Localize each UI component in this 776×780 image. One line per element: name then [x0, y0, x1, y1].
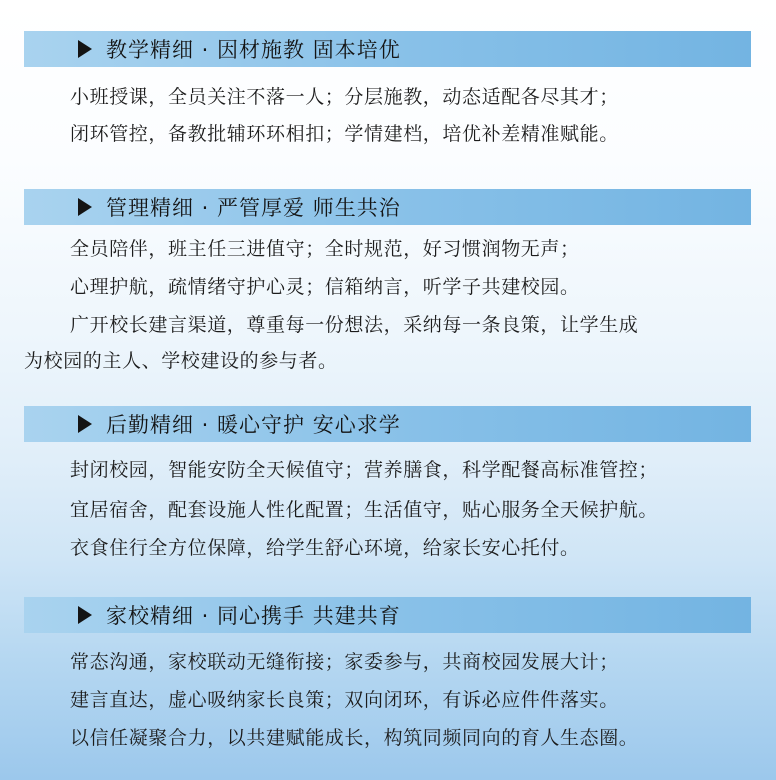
section-heading: 家校精细 · 同心携手 共建共育 [106, 604, 401, 628]
play-triangle-icon [78, 198, 92, 216]
section-header-bar [24, 31, 751, 67]
body-line: 全员陪伴，班主任三进值守；全时规范，好习惯润物无声； [70, 238, 580, 260]
body-line: 广开校长建言渠道，尊重每一份想法，采纳每一条良策，让学生成 [70, 314, 639, 336]
section-header-bar [24, 597, 751, 633]
body-line: 建言直达，虚心吸纳家长良策；双向闭环，有诉必应件件落实。 [70, 689, 619, 711]
body-line: 闭环管控，备教批辅环环相扣；学情建档，培优补差精准赋能。 [70, 123, 619, 145]
section-heading: 管理精细 · 严管厚爱 师生共治 [106, 196, 401, 220]
section-heading: 后勤精细 · 暖心守护 安心求学 [106, 413, 401, 437]
section-heading: 教学精细 · 因材施教 固本培优 [106, 38, 401, 62]
body-line: 封闭校园，智能安防全天候值守；营养膳食，科学配餐高标准管控； [70, 459, 659, 481]
body-line: 小班授课，全员关注不落一人；分层施教，动态适配各尽其才； [70, 86, 619, 108]
play-triangle-icon [78, 415, 92, 433]
section-header-bar [24, 406, 751, 442]
body-line: 以信任凝聚合力，以共建赋能成长，构筑同频同向的育人生态圈。 [70, 727, 639, 749]
body-line: 心理护航，疏情绪守护心灵；信箱纳言，听学子共建校园。 [70, 276, 580, 298]
body-line: 宜居宿舍，配套设施人性化配置；生活值守，贴心服务全天候护航。 [70, 499, 659, 521]
play-triangle-icon [78, 606, 92, 624]
section-header-bar [24, 189, 751, 225]
body-line: 常态沟通，家校联动无缝衔接；家委参与，共商校园发展大计； [70, 651, 619, 673]
body-line: 为校园的主人、学校建设的参与者。 [24, 350, 338, 372]
play-triangle-icon [78, 40, 92, 58]
body-line: 衣食住行全方位保障，给学生舒心环境，给家长安心托付。 [70, 537, 580, 559]
